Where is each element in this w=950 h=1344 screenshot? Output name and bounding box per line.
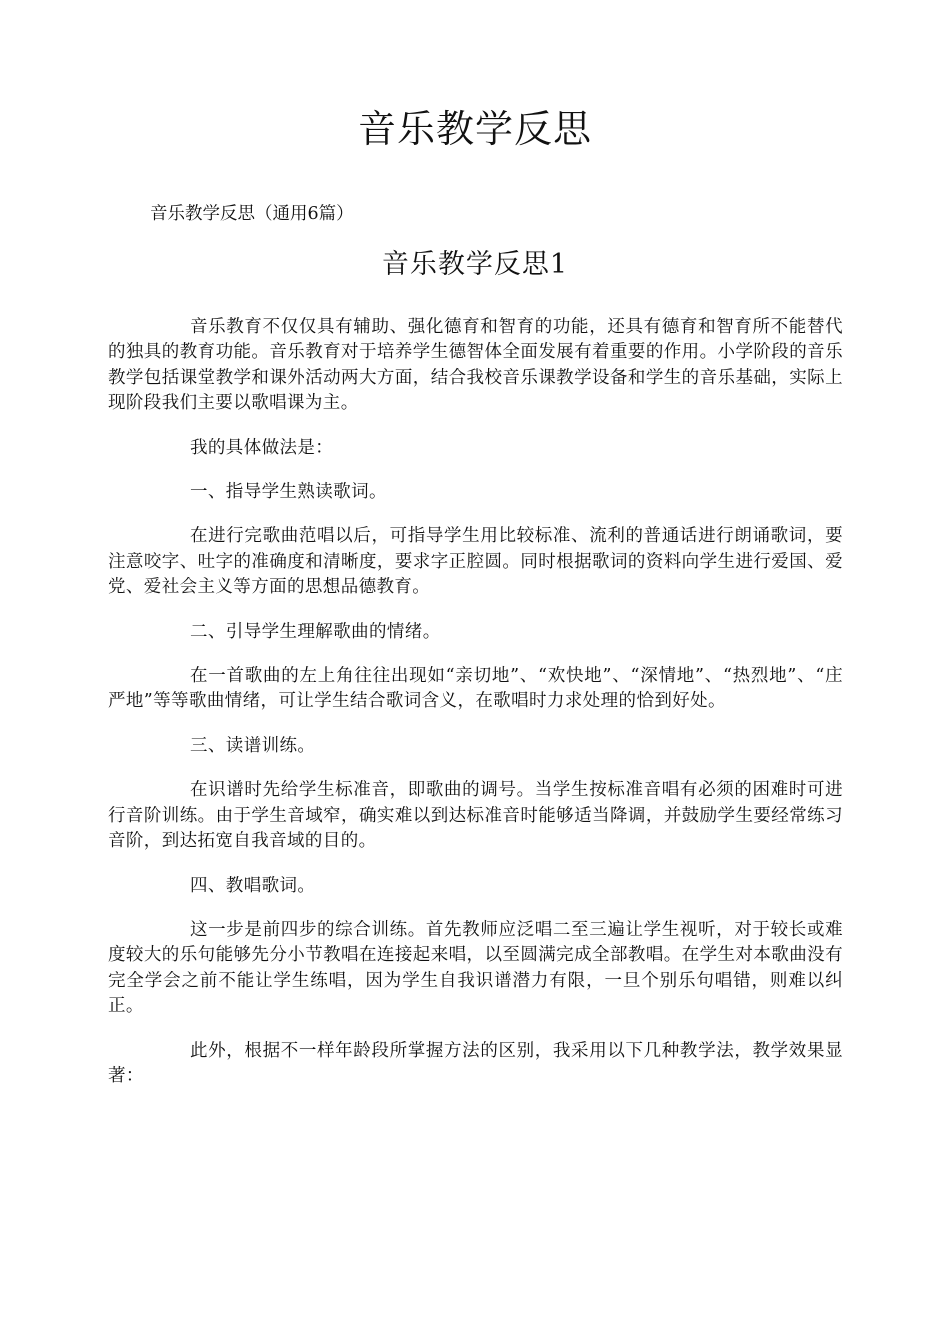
- paragraph-body-1: 在进行完歌曲范唱以后，可指导学生用比较标准、流利的普通话进行朗诵歌词，要注意咬字、吐字的准确度和清晰度，要求字正腔圆。同时根据歌词的资料向学生进行爱国、爱党、爱社会主义等方面的思想品德教育。: [108, 526, 843, 598]
- paragraph-heading-4: 四、教唱歌词。: [190, 875, 316, 896]
- paragraph-body-2: 在一首歌曲的左上角往往出现如“亲切地”、“欢快地”、“深情地”、“热烈地”、“庄严地”等等歌曲情绪，可让学生结合歌词含义，在歌唱时力求处理的恰到好处。: [108, 666, 843, 712]
- paragraph-heading-3: 三、读谱训练。: [190, 735, 316, 756]
- document-title: 音乐教学反思: [357, 107, 592, 151]
- paragraph-heading-2: 二、引导学生理解歌曲的情绪。: [190, 621, 441, 642]
- paragraph-body-4: 这一步是前四步的综合训练。首先教师应泛唱二至三遍让学生视听，对于较长或难度较大的乐句能够先分小节教唱在连接起来唱，以至圆满完成全部教唱。在学生对本歌曲没有完全学会之前不能让学生练唱，因为学生自我识谱潜力有限，一旦个别乐句唱错，则难以纠正。: [108, 919, 843, 1017]
- paragraph-heading-1: 一、指导学生熟读歌词。: [190, 482, 387, 503]
- section-title: 音乐教学反思1: [381, 249, 569, 280]
- paragraph-method-lead: 我的具体做法是：: [190, 437, 334, 458]
- document-subtitle: 音乐教学反思（通用6篇）: [150, 204, 354, 224]
- paragraph-closing: 此外，根据不一样年龄段所掌握方法的区别，我采用以下几种教学法，教学效果显著：: [108, 1040, 843, 1086]
- paragraph-body-3: 在识谱时先给学生标准音，即歌曲的调号。当学生按标准音唱有必须的困难时可进行音阶训练。由于学生音域窄，确实难以到达标准音时能够适当降调，并鼓励学生要经常练习音阶，到达拓宽自我音域的目的。: [108, 780, 843, 852]
- paragraph-intro: 音乐教育不仅仅具有辅助、强化德育和智育的功能，还具有德育和智育所不能替代的独具的教育功能。音乐教育对于培养学生德智体全面发展有着重要的作用。小学阶段的音乐教学包括课堂教学和课外活动两大方面，结合我校音乐课教学设备和学生的音乐基础，实际上现阶段我们主要以歌唱课为主。: [108, 317, 843, 414]
- body-text: [108, 315, 843, 1108]
